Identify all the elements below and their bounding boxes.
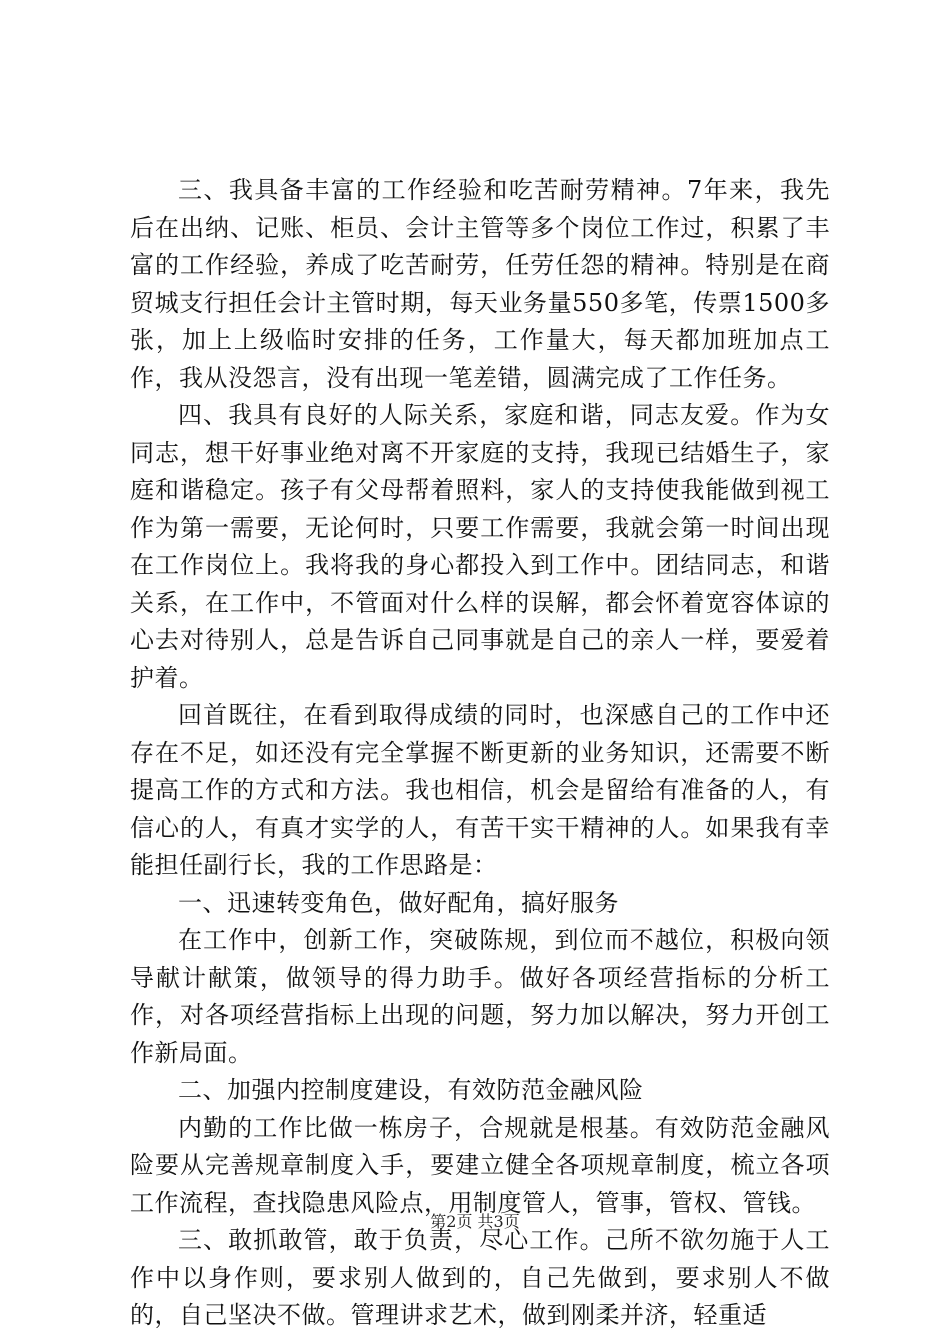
paragraph-role-change: 在工作中，创新工作，突破陈规，到位而不越位，积极向领导献计献策，做领导的得力助手。做好各项经营指标的分析工作，对各项经营指标上出现的问题，努力加以解决，努力开创工作新局面。 xyxy=(130,926,830,1067)
heading-internal-control: 二、加强内控制度建设，有效防范金融风险 xyxy=(178,1076,644,1104)
page-number-footer: 第2页 共3页 xyxy=(430,1212,520,1231)
paragraph-internal-control: 内勤的工作比做一栋房子，合规就是根基。有效防范金融风险要从完善规章制度入手，要建立健全各项规章制度，梳立各项工作流程，查找隐患风险点，用制度管人，管事，管权、管钱。 xyxy=(130,1113,830,1217)
paragraph-experience: 三、我具备丰富的工作经验和吃苦耐劳精神。7年来，我先后在出纳、记账、柜员、会计主管等多个岗位工作过，积累了丰富的工作经验，养成了吃苦耐劳，任劳任怨的精神。特别是在商贸城支行担任会计主管时期，每天业务量550多笔，传票1500多张，加上上级临时安排的任务，工作量大，每天都加班加点工作，我从没怨言，没有出现一笔差错，圆满完成了工作任务。 xyxy=(130,176,830,392)
paragraph-management: 三、敢抓敢管，敢于负责，尽心工作。己所不欲勿施于人工作中以身作则，要求别人做到的，自己先做到，要求别人不做的，自己坚决不做。管理讲求艺术，做到刚柔并济，轻重适 xyxy=(130,1226,830,1329)
paragraph-relationships: 四、我具有良好的人际关系，家庭和谐，同志友爱。作为女同志，想干好事业绝对离不开家庭的支持，我现已结婚生子，家庭和谐稳定。孩子有父母帮着照料，家人的支持使我能做到视工作为第一需要，无论何时，只要工作需要，我就会第一时间出现在工作岗位上。我将我的身心都投入到工作中。团结同志，和谐关系，在工作中，不管面对什么样的误解，都会怀着宽容体谅的心去对待别人，总是告诉自己同事就是自己的亲人一样，要爱着护着。 xyxy=(130,401,830,692)
heading-role-change: 一、迅速转变角色，做好配角，搞好服务 xyxy=(178,888,619,917)
paragraph-reflection: 回首既往，在看到取得成绩的同时，也深感自己的工作中还存在不足，如还没有完全掌握不断更新的业务知识，还需要不断提高工作的方式和方法。我也相信，机会是留给有准备的人，有信心的人，有真才实学的人，有苦干实干精神的人。如果我有幸能担任副行长，我的工作思路是： xyxy=(130,701,830,879)
document-body xyxy=(130,172,830,1335)
